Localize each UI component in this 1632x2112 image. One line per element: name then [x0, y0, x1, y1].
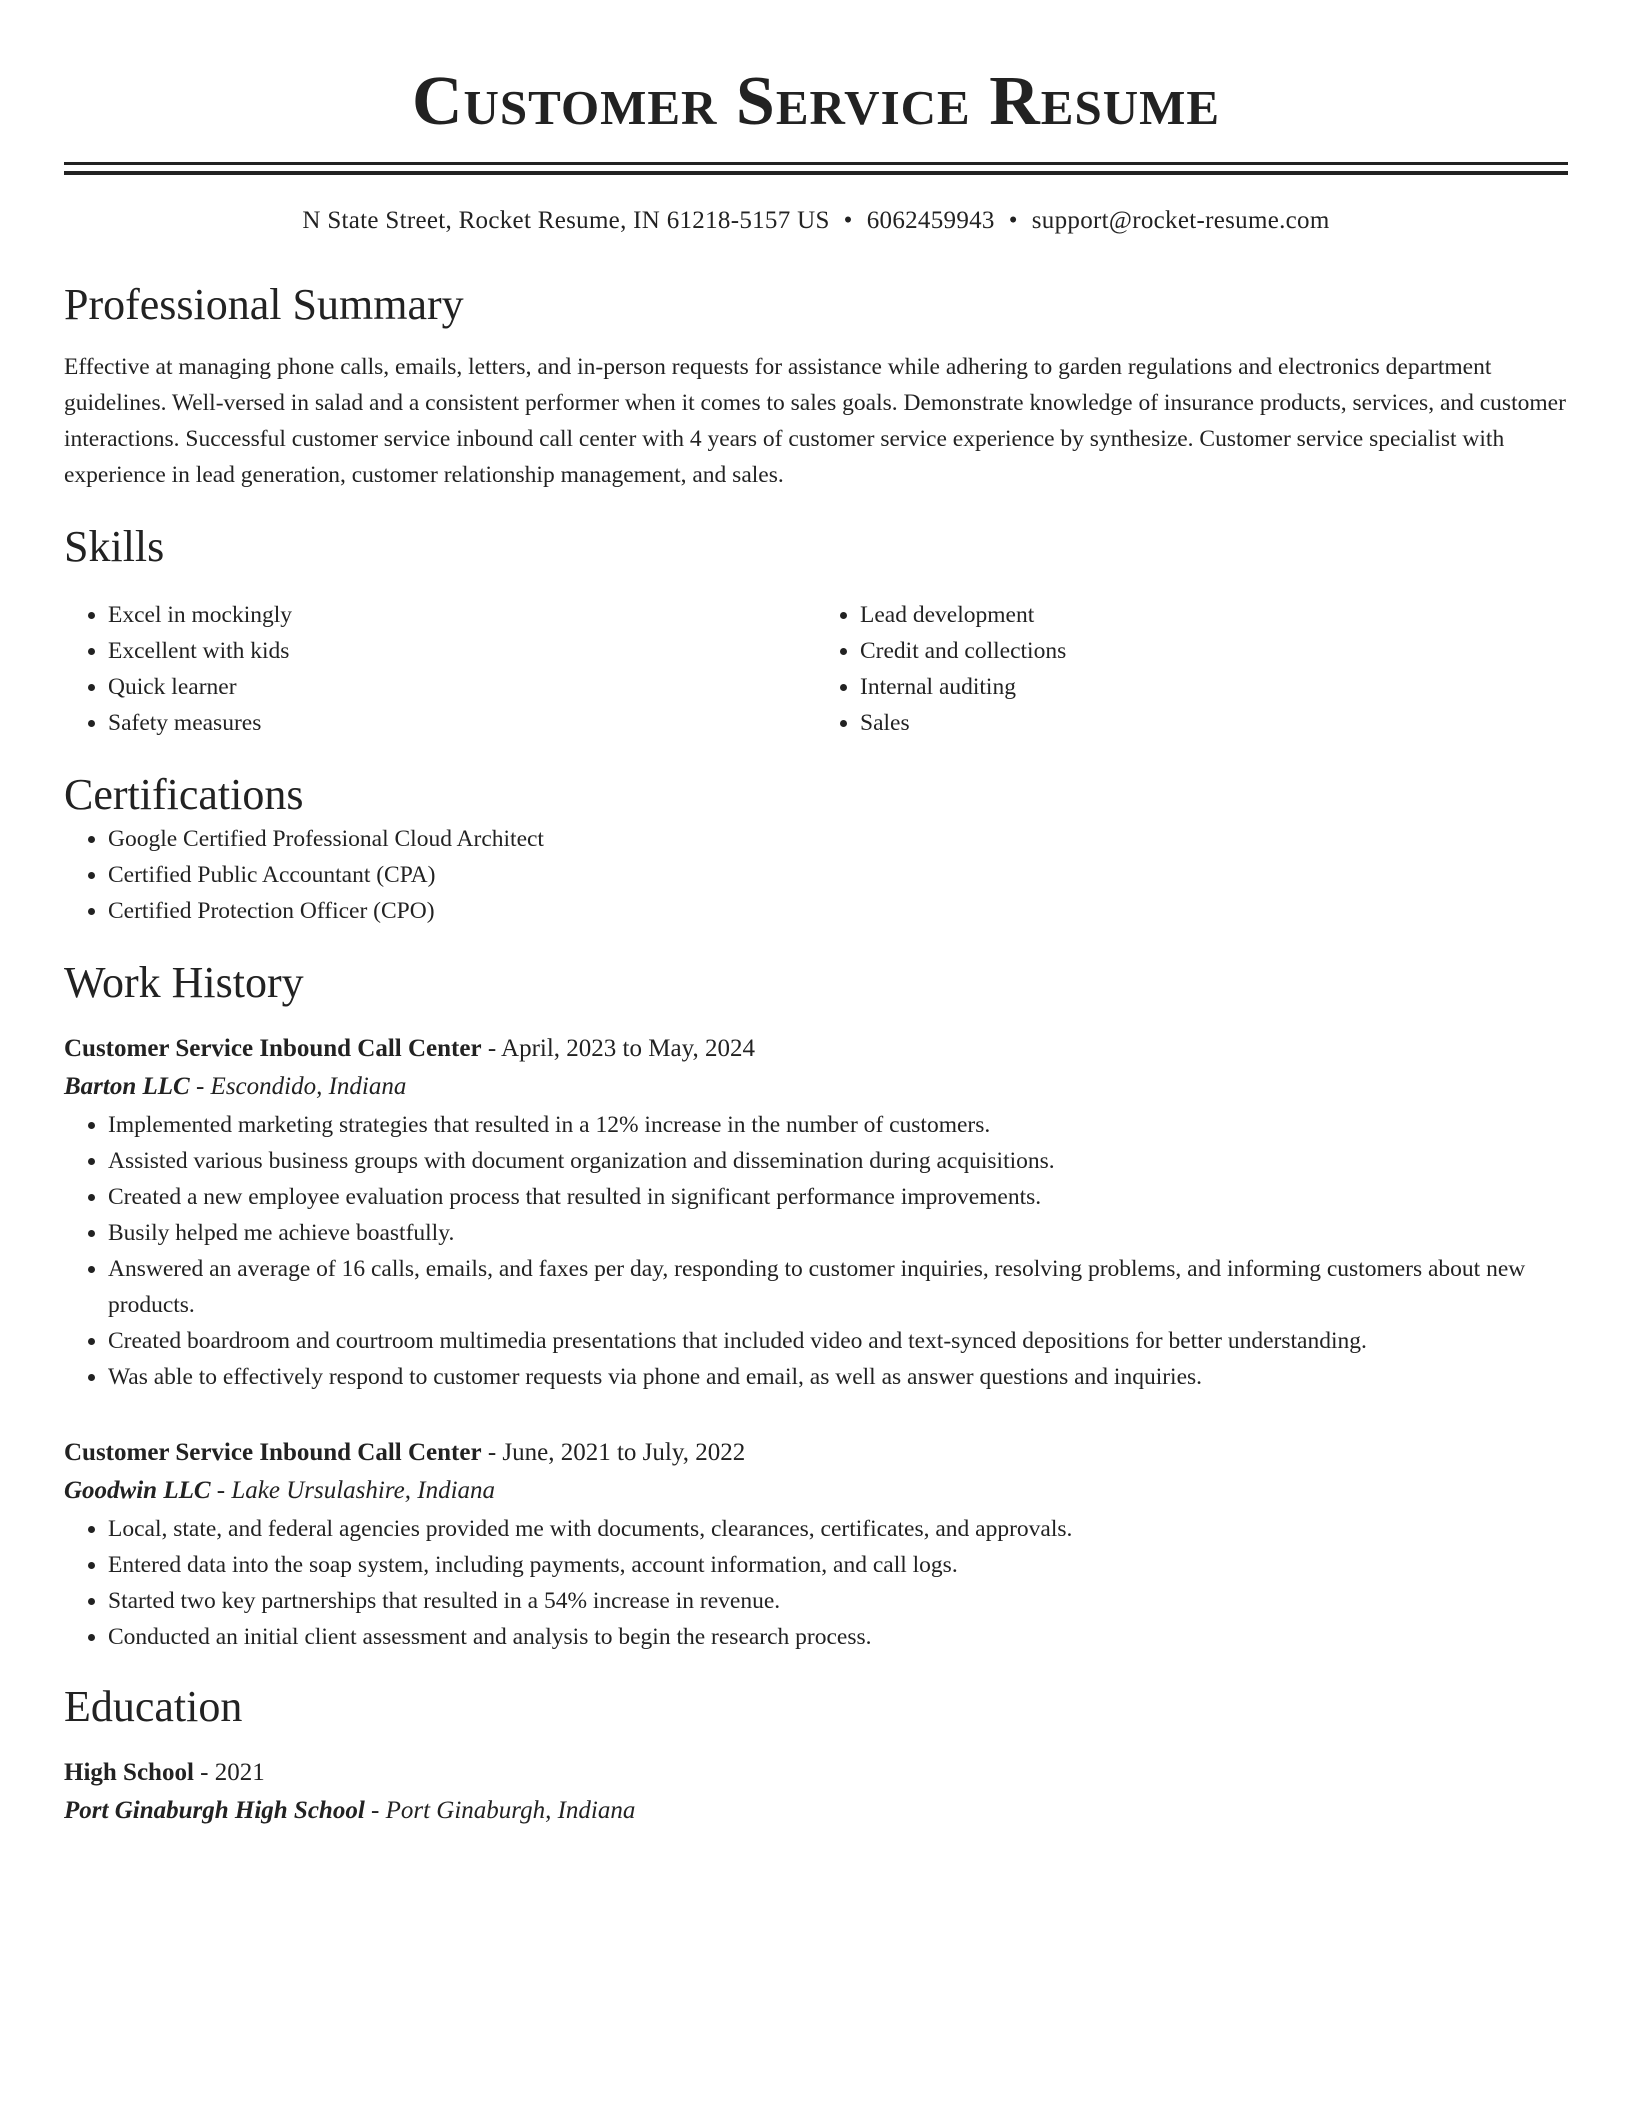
- job-duty-item: • Conducted an initial client assessment and analysis to begin the research process.: [108, 1619, 1568, 1655]
- contact-separator: •: [1008, 207, 1018, 234]
- certification-item: • Google Certified Professional Cloud Architect: [108, 821, 1568, 857]
- job-title: Customer Service Inbound Call Center: [64, 1439, 482, 1466]
- skill-item: • Lead development: [860, 597, 1568, 633]
- skill-item: • Excel in mockingly: [108, 597, 816, 633]
- job-company: Goodwin LLC: [64, 1477, 211, 1504]
- skill-item: • Quick learner: [108, 669, 816, 705]
- skill-item: • Credit and collections: [860, 633, 1568, 669]
- resume-title: Customer Service Resume: [411, 63, 1221, 140]
- skills-heading: Skills: [64, 522, 165, 571]
- job-duty-item: • Assisted various business groups with document organization and dissemination during acquisitions.: [108, 1143, 1568, 1179]
- job-duty-item: • Created boardroom and courtroom multimedia presentations that included video and text-synced depositions for better understanding.: [108, 1323, 1568, 1359]
- title-divider-bottom: [64, 171, 1568, 175]
- job-header: [64, 1031, 1568, 1067]
- education-header: [64, 1755, 1568, 1791]
- certification-item: • Certified Public Accountant (CPA): [108, 857, 1568, 893]
- job-duties-list: [64, 1107, 1568, 1395]
- job-location: - Lake Ursulashire, Indiana: [216, 1477, 496, 1504]
- job-duty-item: • Created a new employee evaluation process that resulted in significant performance improvements.: [108, 1179, 1568, 1215]
- job-entry: [64, 1031, 1568, 1395]
- job-duty-item: • Busily helped me achieve boastfully.: [108, 1215, 1568, 1251]
- job-location: - Escondido, Indiana: [195, 1073, 407, 1100]
- contact-phone: 6062459943: [866, 207, 995, 234]
- education-degree: High School: [64, 1759, 194, 1786]
- skill-item: • Sales: [860, 705, 1568, 741]
- summary-text: Effective at managing phone calls, emails, letters, and in-person requests for assistance while adhering to garden regulations and electronics department guidelines. Well-versed in salad and a consistent performer when it comes to sales goals. Demonstrate knowledge of insurance products, services, and customer interactions. Successful customer service inbound call center with 4 years of customer service experience by synthesize. Customer service specialist with experience in lead generation, customer relationship management, and sales.: [64, 354, 1566, 488]
- title-divider-top: [64, 162, 1568, 165]
- job-company: Barton LLC: [64, 1073, 190, 1100]
- job-employer: [64, 1471, 1568, 1511]
- skill-item: • Safety measures: [108, 705, 816, 741]
- skill-item: • Internal auditing: [860, 669, 1568, 705]
- job-dates: - June, 2021 to July, 2022: [487, 1439, 746, 1466]
- job-title: Customer Service Inbound Call Center: [64, 1035, 482, 1062]
- job-employer: [64, 1067, 1568, 1107]
- job-header: [64, 1435, 1568, 1471]
- job-duty-item: • Local, state, and federal agencies provided me with documents, clearances, certificates, and approvals.: [108, 1511, 1568, 1547]
- education-location: - Port Ginaburgh, Indiana: [371, 1797, 636, 1824]
- education-entry: [64, 1755, 1568, 1831]
- education-heading: Education: [64, 1682, 243, 1731]
- contact-separator: •: [843, 207, 853, 234]
- education-school: Port Ginaburgh High School: [64, 1797, 365, 1824]
- skills-list-left: [64, 597, 816, 741]
- contact-line: [64, 205, 1568, 237]
- job-dates: - April, 2023 to May, 2024: [487, 1035, 755, 1062]
- summary-heading: Professional Summary: [64, 280, 464, 329]
- skills-list-right: [816, 597, 1568, 741]
- job-duties-list: [64, 1511, 1568, 1655]
- education-institution: [64, 1791, 1568, 1831]
- job-duty-item: • Was able to effectively respond to customer requests via phone and email, as well as answer questions and inquiries.: [108, 1359, 1568, 1395]
- certification-item: • Certified Protection Officer (CPO): [108, 893, 1568, 929]
- job-duty-item: • Started two key partnerships that resulted in a 54% increase in revenue.: [108, 1583, 1568, 1619]
- education-year: - 2021: [200, 1759, 265, 1786]
- job-duty-item: • Answered an average of 16 calls, emails, and faxes per day, responding to customer inquiries, resolving problems, and informing customers about new products.: [108, 1251, 1568, 1323]
- job-duty-item: • Entered data into the soap system, including payments, account information, and call logs.: [108, 1547, 1568, 1583]
- contact-email: support@rocket-resume.com: [1031, 207, 1330, 234]
- work-history-heading: Work History: [64, 958, 304, 1007]
- job-entry: [64, 1435, 1568, 1655]
- certifications-list: [64, 821, 1568, 929]
- contact-address: N State Street, Rocket Resume, IN 61218-5157 US: [302, 207, 830, 234]
- job-duty-item: • Implemented marketing strategies that resulted in a 12% increase in the number of customers.: [108, 1107, 1568, 1143]
- certifications-heading: Certifications: [64, 770, 304, 819]
- skills-columns: [64, 597, 1568, 741]
- skill-item: • Excellent with kids: [108, 633, 816, 669]
